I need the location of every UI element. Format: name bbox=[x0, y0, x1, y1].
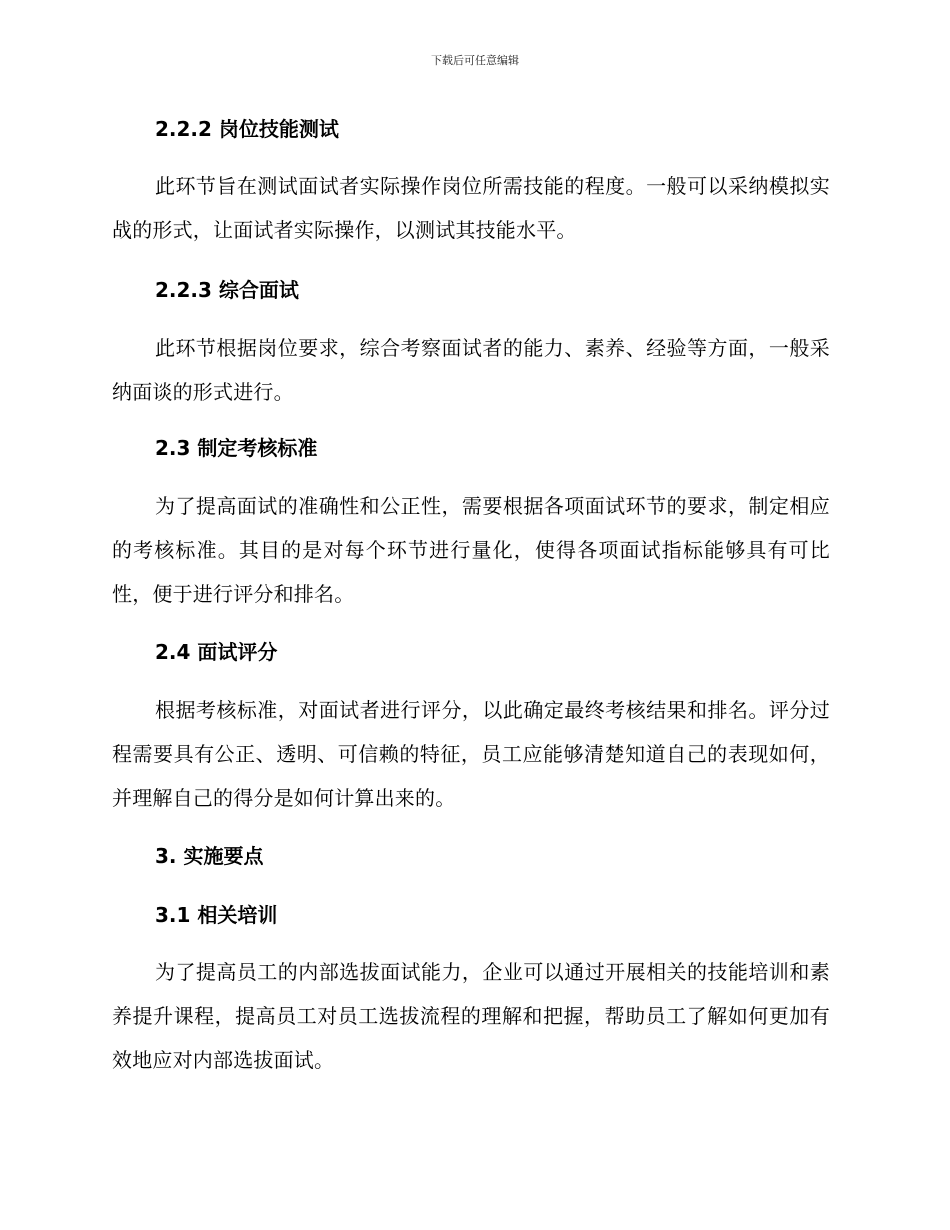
heading-2-3: 2.3 制定考核标准 bbox=[155, 436, 318, 460]
paragraph-2-2-2: 此环节旨在测试面试者实际操作岗位所需技能的程度。一般可以采纳模拟实战的形式，让面试者实际操作，以测试其技能水平。 bbox=[112, 174, 830, 242]
heading-2-2-3: 2.2.3 综合面试 bbox=[155, 278, 299, 302]
heading-2-4: 2.4 面试评分 bbox=[155, 640, 278, 664]
heading-2-2-2: 2.2.2 岗位技能测试 bbox=[155, 117, 339, 141]
heading-3-1: 3.1 相关培训 bbox=[155, 903, 278, 927]
paragraph-2-2-3: 此环节根据岗位要求，综合考察面试者的能力、素养、经验等方面，一般采纳面谈的形式进行。 bbox=[112, 336, 830, 404]
paragraph-2-4: 根据考核标准，对面试者进行评分，以此确定最终考核结果和排名。评分过程需要具有公正、透明、可信赖的特征，员工应能够清楚知道自己的表现如何，并理解自己的得分是如何计算出来的。 bbox=[112, 698, 830, 810]
heading-3: 3. 实施要点 bbox=[155, 844, 264, 868]
paragraph-3-1: 为了提高员工的内部选拔面试能力，企业可以通过开展相关的技能培训和素养提升课程，提高员工对员工选拔流程的理解和把握，帮助员工了解如何更加有效地应对内部选拔面试。 bbox=[112, 960, 830, 1072]
header-note: 下载后可任意编辑 bbox=[431, 54, 519, 67]
paragraph-2-3: 为了提高面试的准确性和公正性，需要根据各项面试环节的要求，制定相应的考核标准。其目的是对每个环节进行量化，使得各项面试指标能够具有可比性，便于进行评分和排名。 bbox=[112, 494, 830, 606]
